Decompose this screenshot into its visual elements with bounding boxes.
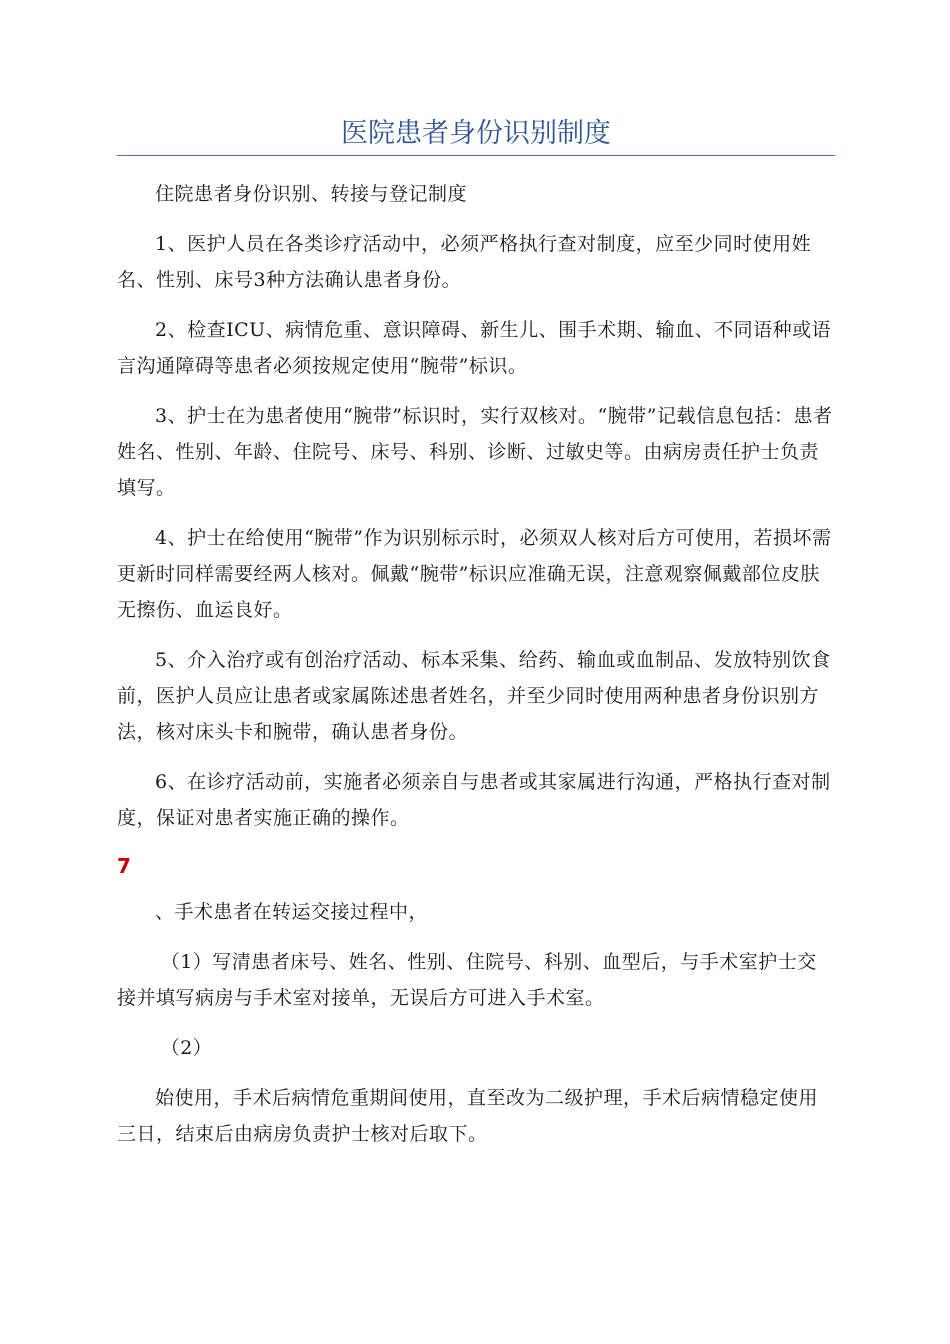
section-number: 7: [117, 854, 132, 878]
paragraph-5: 5、介入治疗或有创治疗活动、标本采集、给药、输血或血制品、发放特别饮食前，医护人员应让患者或家属陈述患者姓名，并至少同时使用两种患者身份识别方法，核对床头卡和腕带，确认患者身份。: [117, 649, 831, 743]
paragraph-4: 4、护士在给使用“腕带”作为识别标示时，必须双人核对后方可使用，若损坏需更新时同样需要经两人核对。佩戴“腕带”标识应准确无误，注意观察佩戴部位皮肤无擦伤、血运良好。: [117, 527, 832, 621]
subtitle: 住院患者身份识别、转接与登记制度: [155, 183, 468, 205]
title-underline: [117, 155, 835, 156]
section-lead: 、手术患者在转运交接过程中，: [155, 901, 429, 923]
page-title: 医院患者身份识别制度: [341, 118, 611, 149]
closing-paragraph: 始使用，手术后病情危重期间使用，直至改为二级护理，手术后病情稳定使用三日，结束后由病房负责护士核对后取下。: [117, 1087, 819, 1145]
sub-item-2: （2）: [160, 1037, 213, 1059]
sub-item-1: （1）写清患者床号、姓名、性别、住院号、科别、血型后，与手术室护士交接并填写病房与手术室对接单，无误后方可进入手术室。: [117, 951, 817, 1009]
document-body: [117, 176, 835, 1166]
paragraph-2: 2、检查ICU、病情危重、意识障碍、新生儿、围手术期、输血、不同语种或语言沟通障碍等患者必须按规定使用“腕带”标识。: [117, 319, 832, 377]
paragraph-1: 1、医护人员在各类诊疗活动中，必须严格执行查对制度，应至少同时使用姓名、性别、床号3种方法确认患者身份。: [117, 233, 812, 291]
paragraph-3: 3、护士在为患者使用“腕带”标识时，实行双核对。“腕带”记载信息包括：患者姓名、性别、年龄、住院号、床号、科别、诊断、过敏史等。由病房责任护士负责填写。: [117, 405, 833, 499]
paragraph-6: 6、在诊疗活动前，实施者必须亲自与患者或其家属进行沟通，严格执行查对制度，保证对患者实施正确的操作。: [117, 771, 831, 829]
